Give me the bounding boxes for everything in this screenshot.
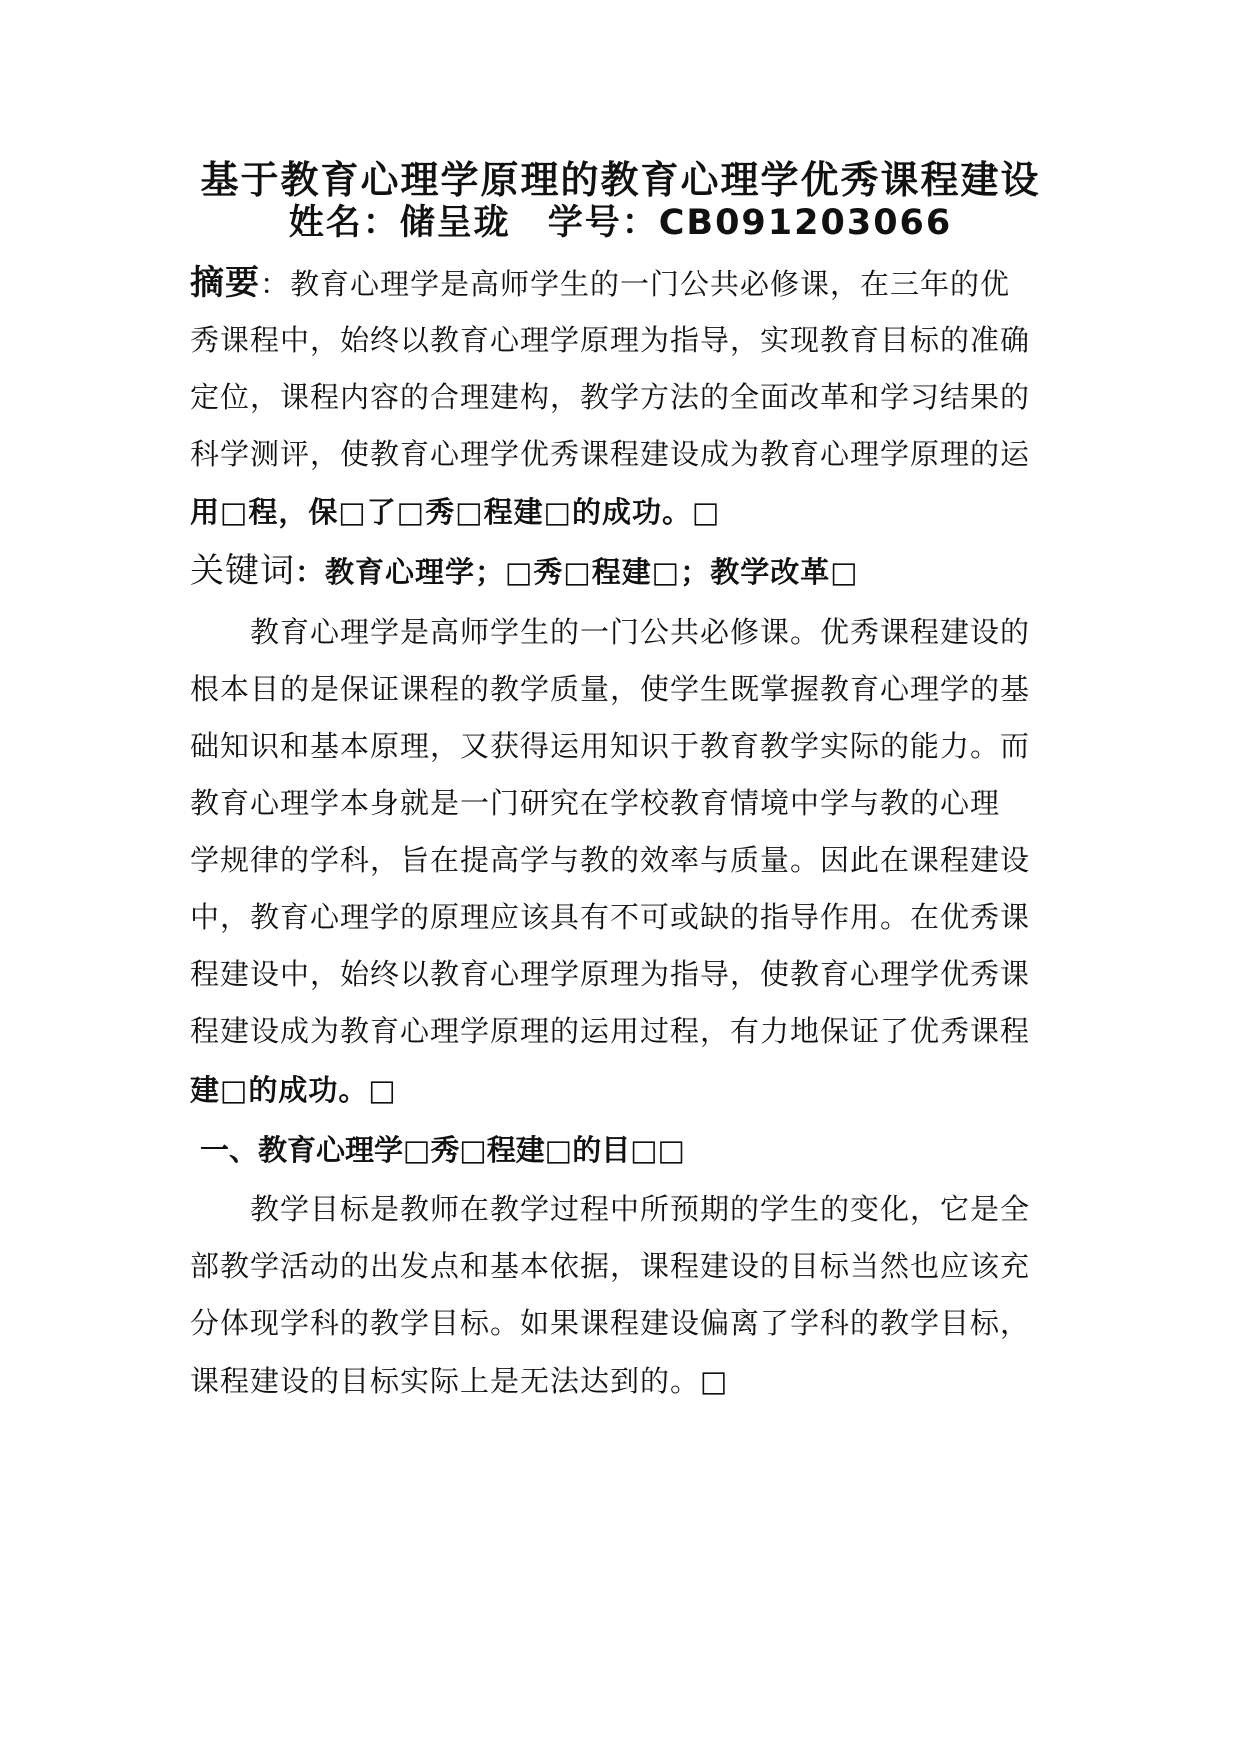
abstract-line: 秀课程中，始终以教育心理学原理为指导，实现教育目标的准确 <box>190 323 1031 357</box>
paragraph-line: 教育心理学本身就是一门研究在学校教育情境中学与教的心理 <box>190 786 1001 820</box>
paragraph-line: 础知识和基本原理，又获得运用知识于教育教学实际的能力。而 <box>190 729 1031 763</box>
paragraph-line: 程建设成为教育心理学原理的运用过程，有力地保证了优秀课程 <box>190 1014 1031 1048</box>
paragraph-line: 程建设中，始终以教育心理学原理为指导，使教育心理学优秀课 <box>190 957 1031 991</box>
abstract-colon: ： <box>260 267 291 301</box>
abstract-text: 教育心理学是高师学生的一门公共必修课，在三年的优 <box>290 267 1011 301</box>
paragraph-line: 中，教育心理学的原理应该具有不可或缺的指导作用。在优秀课 <box>190 900 1031 934</box>
paragraph-line: 分体现学科的教学目标。如果课程建设偏离了学科的教学目标， <box>190 1306 1031 1340</box>
paragraph-line: 部教学活动的出发点和基本依据，课程建设的目标当然也应该充 <box>190 1249 1031 1283</box>
abstract-line: 用□程，保□了□秀□程建□的成功。□ <box>190 495 721 529</box>
abstract-line <box>190 263 1010 303</box>
paragraph-line: 教育心理学是高师学生的一门公共必修课。优秀课程建设的 <box>250 615 1031 649</box>
paragraph-line: 根本目的是保证课程的教学质量，使学生既掌握教育心理学的基 <box>190 672 1031 706</box>
document-title: 基于教育心理学原理的教育心理学优秀课程建设 <box>200 157 1041 202</box>
abstract-line: 科学测评，使教育心理学优秀课程建设成为教育心理学原理的运 <box>190 437 1031 471</box>
keywords-text: ：教育心理学；□秀□程建□；教学改革□ <box>295 555 859 589</box>
paragraph-line: 课程建设的目标实际上是无法达到的。□ <box>190 1364 729 1398</box>
paragraph-line: 学规律的学科，旨在提高学与教的效率与质量。因此在课程建设 <box>190 843 1031 877</box>
paragraph-line: 教学目标是教师在教学过程中所预期的学生的变化，它是全 <box>250 1192 1031 1226</box>
paragraph-line: 建□的成功。□ <box>190 1073 397 1107</box>
abstract-label: 摘要 <box>190 263 260 303</box>
section-heading: 一、教育心理学□秀□程建□的目□□ <box>200 1133 686 1167</box>
keywords-line <box>190 551 859 591</box>
author-line: 姓名：储呈珑 学号：CB091203066 <box>288 203 953 243</box>
keywords-label: 关键词 <box>190 551 295 591</box>
abstract-line: 定位，课程内容的合理建构，教学方法的全面改革和学习结果的 <box>190 380 1031 414</box>
